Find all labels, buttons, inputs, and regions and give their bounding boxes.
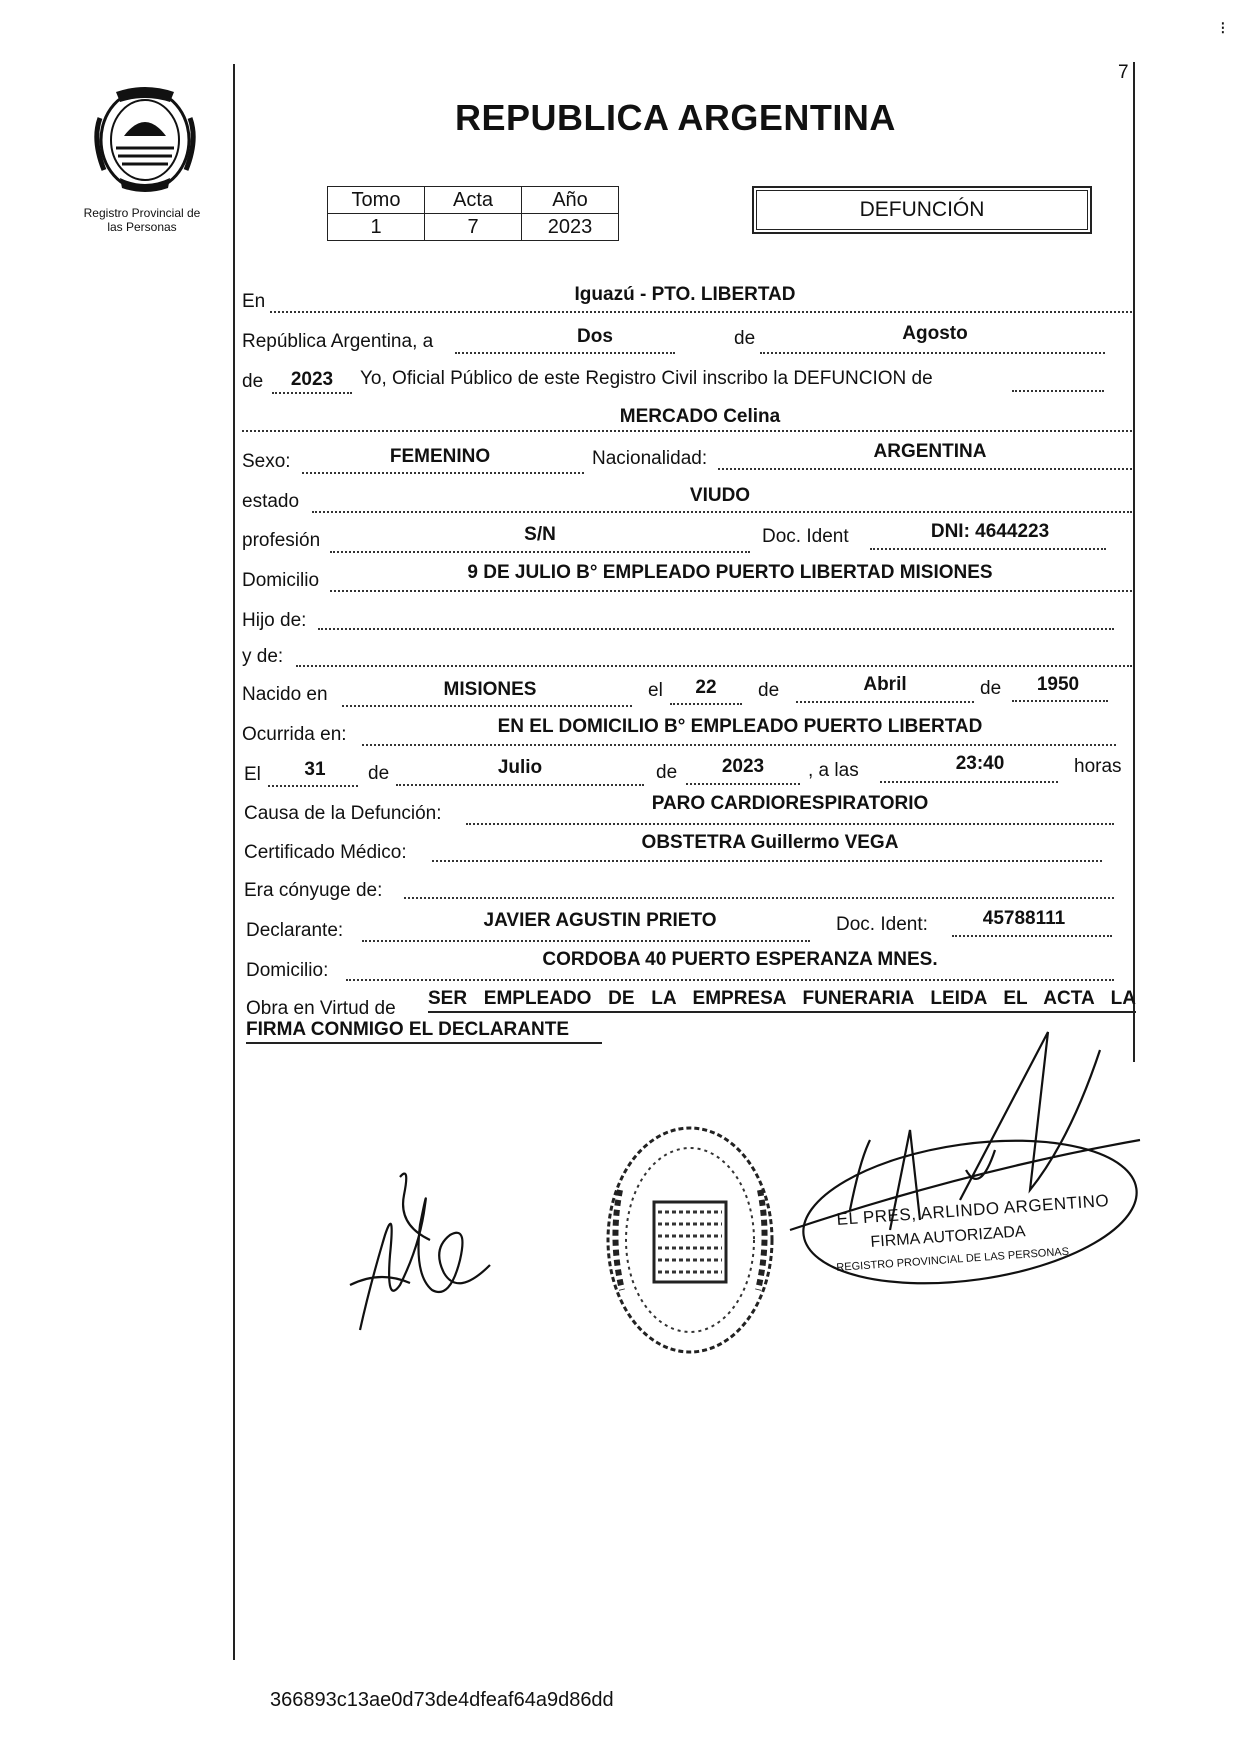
dotted-line bbox=[302, 472, 584, 474]
value-nacido-en: MISIONES bbox=[443, 679, 537, 700]
label-doc-ident: Doc. Ident: bbox=[836, 914, 928, 935]
dotted-line bbox=[362, 744, 1116, 746]
left-margin-line bbox=[233, 64, 235, 1660]
label-de: de bbox=[368, 763, 390, 784]
label-nacido-en: Nacido en bbox=[242, 684, 328, 705]
dotted-line bbox=[342, 705, 632, 707]
value-certificado: OBSTETRA Guillermo VEGA bbox=[641, 832, 899, 853]
dotted-line bbox=[1012, 700, 1108, 702]
label-de: de bbox=[758, 680, 780, 701]
dotted-line bbox=[952, 935, 1112, 937]
dotted-line bbox=[404, 897, 1114, 899]
value-estado: VIUDO bbox=[689, 485, 751, 506]
value-def-anio: 2023 bbox=[721, 756, 765, 777]
label-el: el bbox=[648, 680, 663, 701]
underline bbox=[428, 1011, 1136, 1013]
dotted-line bbox=[242, 430, 1132, 432]
label-de: de bbox=[980, 678, 1002, 699]
document-title: REPUBLICA ARGENTINA bbox=[455, 97, 896, 138]
seal-caption: Registro Provincial de las Personas bbox=[83, 206, 201, 234]
value-def-mes: Julio bbox=[497, 757, 543, 778]
registry-table bbox=[327, 186, 619, 241]
dotted-line bbox=[318, 628, 1114, 630]
dotted-line bbox=[760, 352, 1105, 354]
stamp-registry-name: REGISTRO PROVINCIAL DE LAS PERSONAS bbox=[836, 1245, 1070, 1274]
value-anio: 2023 bbox=[290, 369, 334, 390]
label-horas: horas bbox=[1074, 756, 1122, 777]
value-dni: DNI: 4644223 bbox=[930, 521, 1050, 542]
official-signature-stamp bbox=[770, 1020, 1150, 1290]
value-obra-line1: SER EMPLEADO DE LA EMPRESA FUNERARIA LEIDA EL ACTA LA bbox=[428, 988, 1136, 1009]
dotted-line bbox=[330, 590, 1132, 592]
value-nac-mes: Abril bbox=[863, 674, 907, 695]
dotted-line bbox=[718, 468, 1132, 470]
label-y-de: y de: bbox=[242, 646, 284, 667]
dotted-line bbox=[272, 392, 352, 394]
label-de: de bbox=[734, 328, 756, 349]
label-declarante: Declarante: bbox=[246, 920, 344, 941]
value-nombre: MERCADO Celina bbox=[619, 406, 781, 427]
value-ocurrida-en: EN EL DOMICILIO B° EMPLEADO PUERTO LIBERTAD bbox=[497, 716, 983, 737]
official-round-stamp bbox=[600, 1120, 780, 1360]
dotted-line bbox=[268, 785, 358, 787]
dotted-line bbox=[330, 551, 750, 553]
label-conyuge: Era cónyuge de: bbox=[244, 880, 383, 901]
label-certificado: Certificado Médico: bbox=[244, 842, 407, 863]
value-domicilio: 9 DE JULIO B° EMPLEADO PUERTO LIBERTAD MISIONES bbox=[467, 562, 993, 583]
label-sexo: Sexo: bbox=[242, 451, 291, 472]
dotted-line bbox=[670, 703, 742, 705]
declarant-signature bbox=[340, 1165, 510, 1340]
registry-header-tomo: Tomo bbox=[328, 187, 425, 214]
value-domicilio-declarante: CORDOBA 40 PUERTO ESPERANZA MNES. bbox=[542, 949, 938, 970]
value-nacionalidad: ARGENTINA bbox=[873, 441, 987, 462]
dotted-line bbox=[312, 511, 1132, 513]
label-hijo-de: Hijo de: bbox=[242, 610, 307, 631]
value-obra-line2: FIRMA CONMIGO EL DECLARANTE bbox=[246, 1019, 569, 1040]
dotted-line bbox=[455, 352, 675, 354]
label-a-las: , a las bbox=[808, 760, 859, 781]
value-causa: PARO CARDIORESPIRATORIO bbox=[651, 793, 929, 814]
label-profesion: profesión bbox=[242, 530, 321, 551]
value-mes: Agosto bbox=[902, 323, 968, 344]
registry-value-acta: 7 bbox=[425, 214, 522, 241]
dotted-line bbox=[270, 311, 1132, 313]
registry-value-tomo: 1 bbox=[328, 214, 425, 241]
dotted-line bbox=[686, 783, 800, 785]
corner-mark: ⁝ bbox=[1220, 18, 1226, 38]
label-yo: Yo, Oficial Público de este Registro Civil inscribo la DEFUNCION de bbox=[360, 368, 933, 389]
label-el: El bbox=[244, 764, 261, 785]
dotted-line bbox=[362, 940, 810, 942]
label-obra: Obra en Virtud de bbox=[246, 998, 396, 1019]
label-causa: Causa de la Defunción: bbox=[244, 803, 442, 824]
dotted-line bbox=[432, 860, 1102, 862]
dotted-line bbox=[296, 665, 1132, 667]
label-nacionalidad: Nacionalidad: bbox=[592, 448, 708, 469]
document-hash: 366893c13ae0d73de4dfeaf64a9d86dd bbox=[270, 1689, 614, 1711]
stamp-official-name: EL PRES, ARLINDO ARGENTINO bbox=[836, 1190, 1110, 1229]
provincial-seal-logo bbox=[86, 78, 204, 198]
value-hora: 23:40 bbox=[955, 753, 1005, 774]
label-de: de bbox=[656, 762, 678, 783]
dotted-line bbox=[880, 781, 1058, 783]
label-republica: República Argentina, a bbox=[242, 331, 434, 352]
label-en: En bbox=[242, 291, 266, 312]
registry-header-anio: Año bbox=[522, 187, 619, 214]
right-margin-line bbox=[1133, 62, 1135, 1062]
label-doc-ident: Doc. Ident bbox=[762, 526, 849, 547]
value-dia: Dos bbox=[577, 326, 613, 347]
value-declarante: JAVIER AGUSTIN PRIETO bbox=[483, 910, 717, 931]
label-ocurrida-en: Ocurrida en: bbox=[242, 724, 347, 745]
label-estado: estado bbox=[242, 491, 300, 512]
label-de: de bbox=[242, 371, 264, 392]
dotted-line bbox=[346, 979, 1114, 981]
dotted-line bbox=[466, 823, 1114, 825]
label-domicilio-declarante: Domicilio: bbox=[246, 960, 329, 981]
value-nac-anio: 1950 bbox=[1036, 674, 1080, 695]
value-nac-dia: 22 bbox=[695, 677, 717, 698]
dotted-line bbox=[1012, 390, 1104, 392]
dotted-line bbox=[796, 701, 974, 703]
underline bbox=[246, 1042, 602, 1044]
value-lugar: Iguazú - PTO. LIBERTAD bbox=[574, 284, 796, 305]
value-profesion: S/N bbox=[524, 524, 556, 545]
dotted-line bbox=[396, 784, 644, 786]
stamp-official-role: FIRMA AUTORIZADA bbox=[870, 1223, 1027, 1251]
dotted-line bbox=[870, 548, 1106, 550]
registry-value-anio: 2023 bbox=[522, 214, 619, 241]
value-sexo: FEMENINO bbox=[389, 446, 491, 467]
registry-header-acta: Acta bbox=[425, 187, 522, 214]
record-type-box: DEFUNCIÓN bbox=[752, 186, 1092, 234]
label-domicilio: Domicilio bbox=[242, 570, 320, 591]
value-doc-declarante: 45788111 bbox=[982, 908, 1066, 929]
page-number: 7 bbox=[1118, 62, 1129, 83]
value-def-dia: 31 bbox=[304, 759, 326, 780]
